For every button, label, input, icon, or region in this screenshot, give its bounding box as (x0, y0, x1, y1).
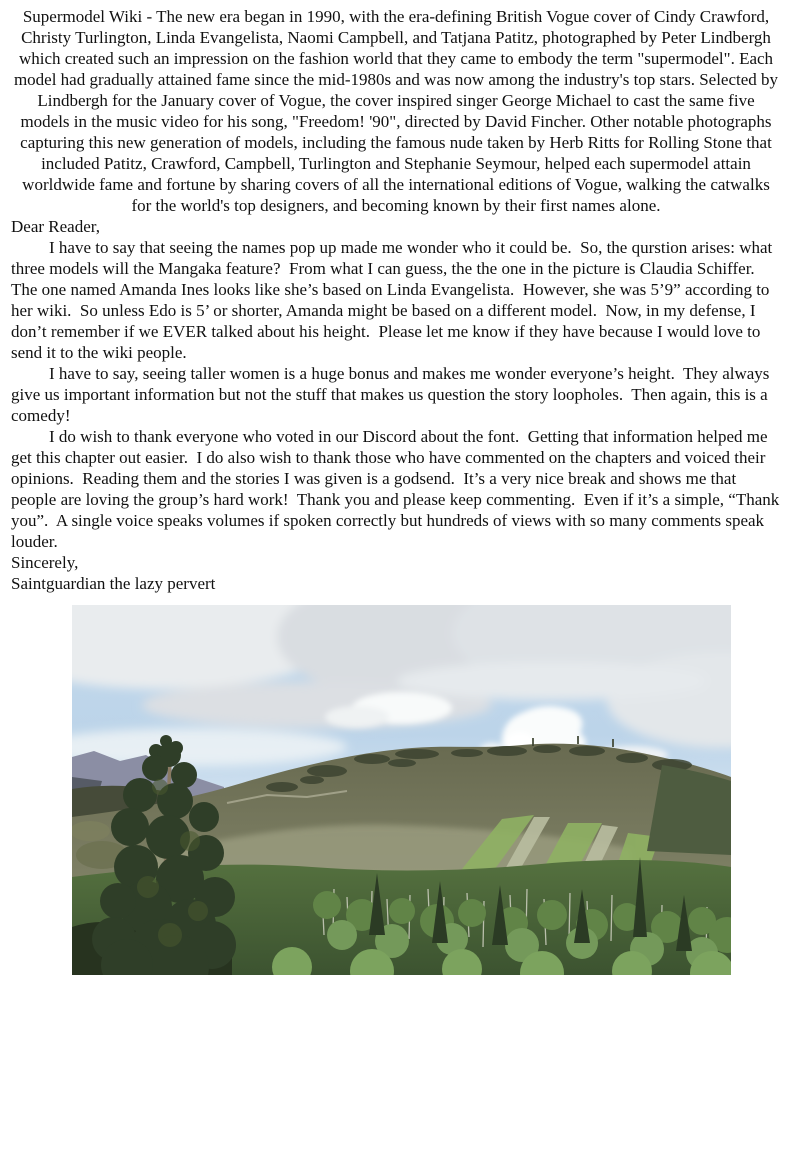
closing: Sincerely, (11, 553, 79, 572)
letter-paragraph-2: I have to say, seeing taller women is a huge bonus and makes me wonder everyone’s height. They always give us important information but not the stuff that makes us question the story loopholes. Then again, this is a comedy! (11, 364, 774, 425)
intro-paragraph: Supermodel Wiki - The new era began in 1990, with the era-defining British Vogue cover of Cindy Crawford, Christy Turlington, Linda Evangelista, Naomi Campbell, and Tatjana Patitz, photographed by Peter Lindbergh which created such an impression on the fashion world that they came to embody the term "supermodel". Each model had gradually attained fame since the mid-1980s and was now among the industry's top stars. Selected by Lindbergh for the January cover of Vogue, the cover inspired singer George Michael to cast the same five models in the music video for his song, "Freedom! '90", directed by David Fincher. Other notable photographs capturing this new generation of models, including the famous nude taken by Herb Ritts for Rolling Stone that included Patitz, Crawford, Campbell, Turlington and Stephanie Seymour, helped each supermodel attain worldwide fame and fortune by sharing covers of all the international editions of Vogue, walking the catwalks for the world's top designers, and becoming known by their first names alone. (13, 7, 783, 215)
landscape-photo-art (72, 605, 731, 975)
landscape-photo (72, 605, 731, 975)
letter-paragraph-1: I have to say that seeing the names pop up made me wonder who it could be. So, the qurstion arises: what three models will the Mangaka feature? From what I can guess, the the one in the picture is Claudia Schiffer. The one named Amanda Ines looks like she’s based on Linda Evangelista. However, she was 5’9” according to her wiki. So unless Edo is 5’ or shorter, Amanda might be based on a different model. Now, in my defense, I don’t remember if we EVER talked about his height. Please let me know if they have because I would love to send it to the wiki people. (11, 238, 777, 362)
letter-paragraph-3: I do wish to thank everyone who voted in our Discord about the font. Getting that information helped me get this chapter out easier. I do also wish to thank those who have commented on the chapters and voiced their opinions. Reading them and the stories I was given is a godsend. It’s a very nice break and shows me that people are loving the group’s hard work! Thank you and please keep commenting. Even if it’s a simple, “Thank you”. A single voice speaks volumes if spoken correctly but hundreds of views with so many comments speak louder. (11, 427, 784, 551)
signature: Saintguardian the lazy pervert (11, 574, 216, 593)
salutation: Dear Reader, (11, 217, 100, 236)
